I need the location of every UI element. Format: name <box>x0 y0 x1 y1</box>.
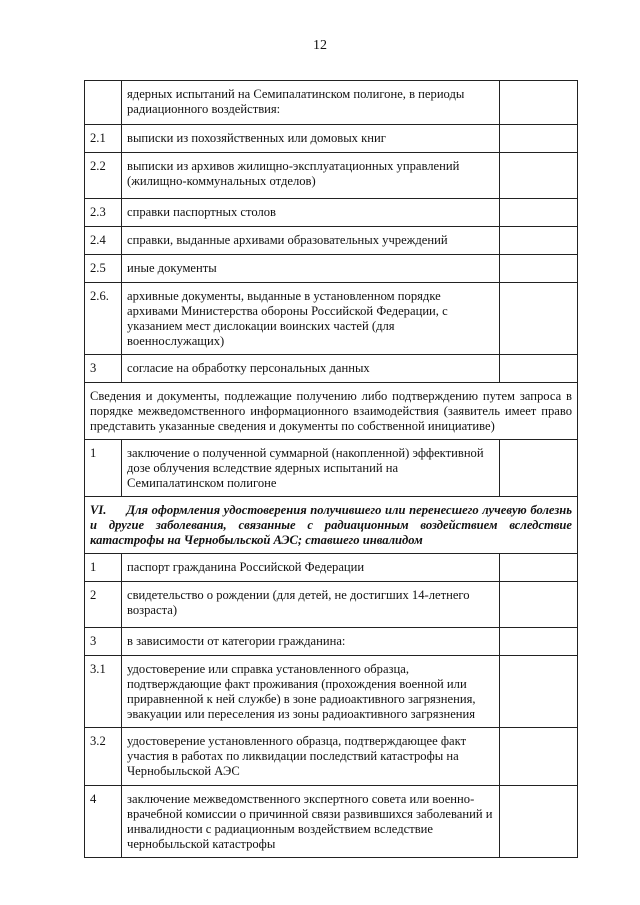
item-number: 2.3 <box>85 199 122 227</box>
item-number: 3.2 <box>85 728 122 786</box>
item-text: иные документы <box>122 255 500 283</box>
table-row <box>85 283 578 355</box>
table-row <box>85 582 578 628</box>
item-number: 3 <box>85 628 122 656</box>
item-mark-cell <box>500 582 578 628</box>
item-mark-cell <box>500 786 578 858</box>
page-number: 12 <box>313 38 327 53</box>
item-number: 2.4 <box>85 227 122 255</box>
item-text: заключение о полученной суммарной (накопленной) эффективной дозе облучения вследствие ядерных испытаний на Семипалатинском полигоне <box>122 440 500 497</box>
table-row <box>85 199 578 227</box>
item-mark-cell <box>500 628 578 656</box>
item-number: 2.6. <box>85 283 122 355</box>
item-text: заключение межведомственного экспертного совета или военно-врачебной комиссии о причинной связи развившихся заболеваний и инвалидности с радиационным воздействием вследствие чернобыльской катастрофы <box>122 786 500 858</box>
section-heading <box>85 497 578 554</box>
table-row <box>85 355 578 383</box>
item-text: выписки из архивов жилищно-эксплуатационных управлений (жилищно-коммунальных отделов) <box>122 153 500 199</box>
table-row <box>85 728 578 786</box>
item-number: 2 <box>85 582 122 628</box>
item-text: ядерных испытаний на Семипалатинском полигоне, в периоды радиационного воздействия: <box>122 81 500 125</box>
item-text: архивные документы, выданные в установленном порядке архивами Министерства обороны Российской Федерации, с указанием мест дислокации воинских частей (для военнослужащих) <box>122 283 500 355</box>
table-row <box>85 554 578 582</box>
section-heading-row <box>85 497 578 554</box>
table-row <box>85 656 578 728</box>
item-number: 1 <box>85 554 122 582</box>
item-mark-cell <box>500 656 578 728</box>
item-text: паспорт гражданина Российской Федерации <box>122 554 500 582</box>
table-row <box>85 255 578 283</box>
item-number: 3.1 <box>85 656 122 728</box>
item-mark-cell <box>500 728 578 786</box>
item-text: свидетельство о рождении (для детей, не достигших 14-летнего возраста) <box>122 582 500 628</box>
item-text: справки паспортных столов <box>122 199 500 227</box>
item-mark-cell <box>500 355 578 383</box>
table-row <box>85 125 578 153</box>
item-text: выписки из похозяйственных или домовых книг <box>122 125 500 153</box>
table-row <box>85 628 578 656</box>
item-number: 1 <box>85 440 122 497</box>
table-row <box>85 153 578 199</box>
item-number: 2.2 <box>85 153 122 199</box>
table-row <box>85 786 578 858</box>
documents-table <box>84 80 578 858</box>
table-row <box>85 81 578 125</box>
interdepartmental-note: Сведения и документы, подлежащие получению либо подтверждению путем запроса в порядке межведомственного информационного взаимодействия (заявитель имеет право представить указанные сведения и документы по собственной инициативе) <box>85 383 578 440</box>
item-mark-cell <box>500 554 578 582</box>
item-mark-cell <box>500 153 578 199</box>
item-text: удостоверение установленного образца, подтверждающее факт участия в работах по ликвидации последствий катастрофы на Чернобыльской АЭС <box>122 728 500 786</box>
item-mark-cell <box>500 440 578 497</box>
item-number: 4 <box>85 786 122 858</box>
item-text: справки, выданные архивами образовательных учреждений <box>122 227 500 255</box>
item-mark-cell <box>500 255 578 283</box>
item-mark-cell <box>500 125 578 153</box>
table-row <box>85 440 578 497</box>
table-row <box>85 227 578 255</box>
item-mark-cell <box>500 283 578 355</box>
section-title: Для оформления удостоверения получившего или перенесшего лучевую болезнь и другие заболевания, связанные с радиационным воздействием вследствие катастрофы на Чернобыльской АЭС; ставшего инвалидом <box>90 503 572 547</box>
item-mark-cell <box>500 227 578 255</box>
item-text: в зависимости от категории гражданина: <box>122 628 500 656</box>
item-number: 3 <box>85 355 122 383</box>
item-number: 2.5 <box>85 255 122 283</box>
item-text: удостоверение или справка установленного образца, подтверждающие факт проживания (прохождения военной или приравненной к ней службе) в зоне радиоактивного загрязнения, эвакуации или переселения из зоны радиоактивного загрязнения <box>122 656 500 728</box>
item-number: 2.1 <box>85 125 122 153</box>
item-mark-cell <box>500 199 578 227</box>
section-note-row <box>85 383 578 440</box>
item-mark-cell <box>500 81 578 125</box>
item-text: согласие на обработку персональных данных <box>122 355 500 383</box>
item-number <box>85 81 122 125</box>
section-number: VI. <box>90 503 107 517</box>
